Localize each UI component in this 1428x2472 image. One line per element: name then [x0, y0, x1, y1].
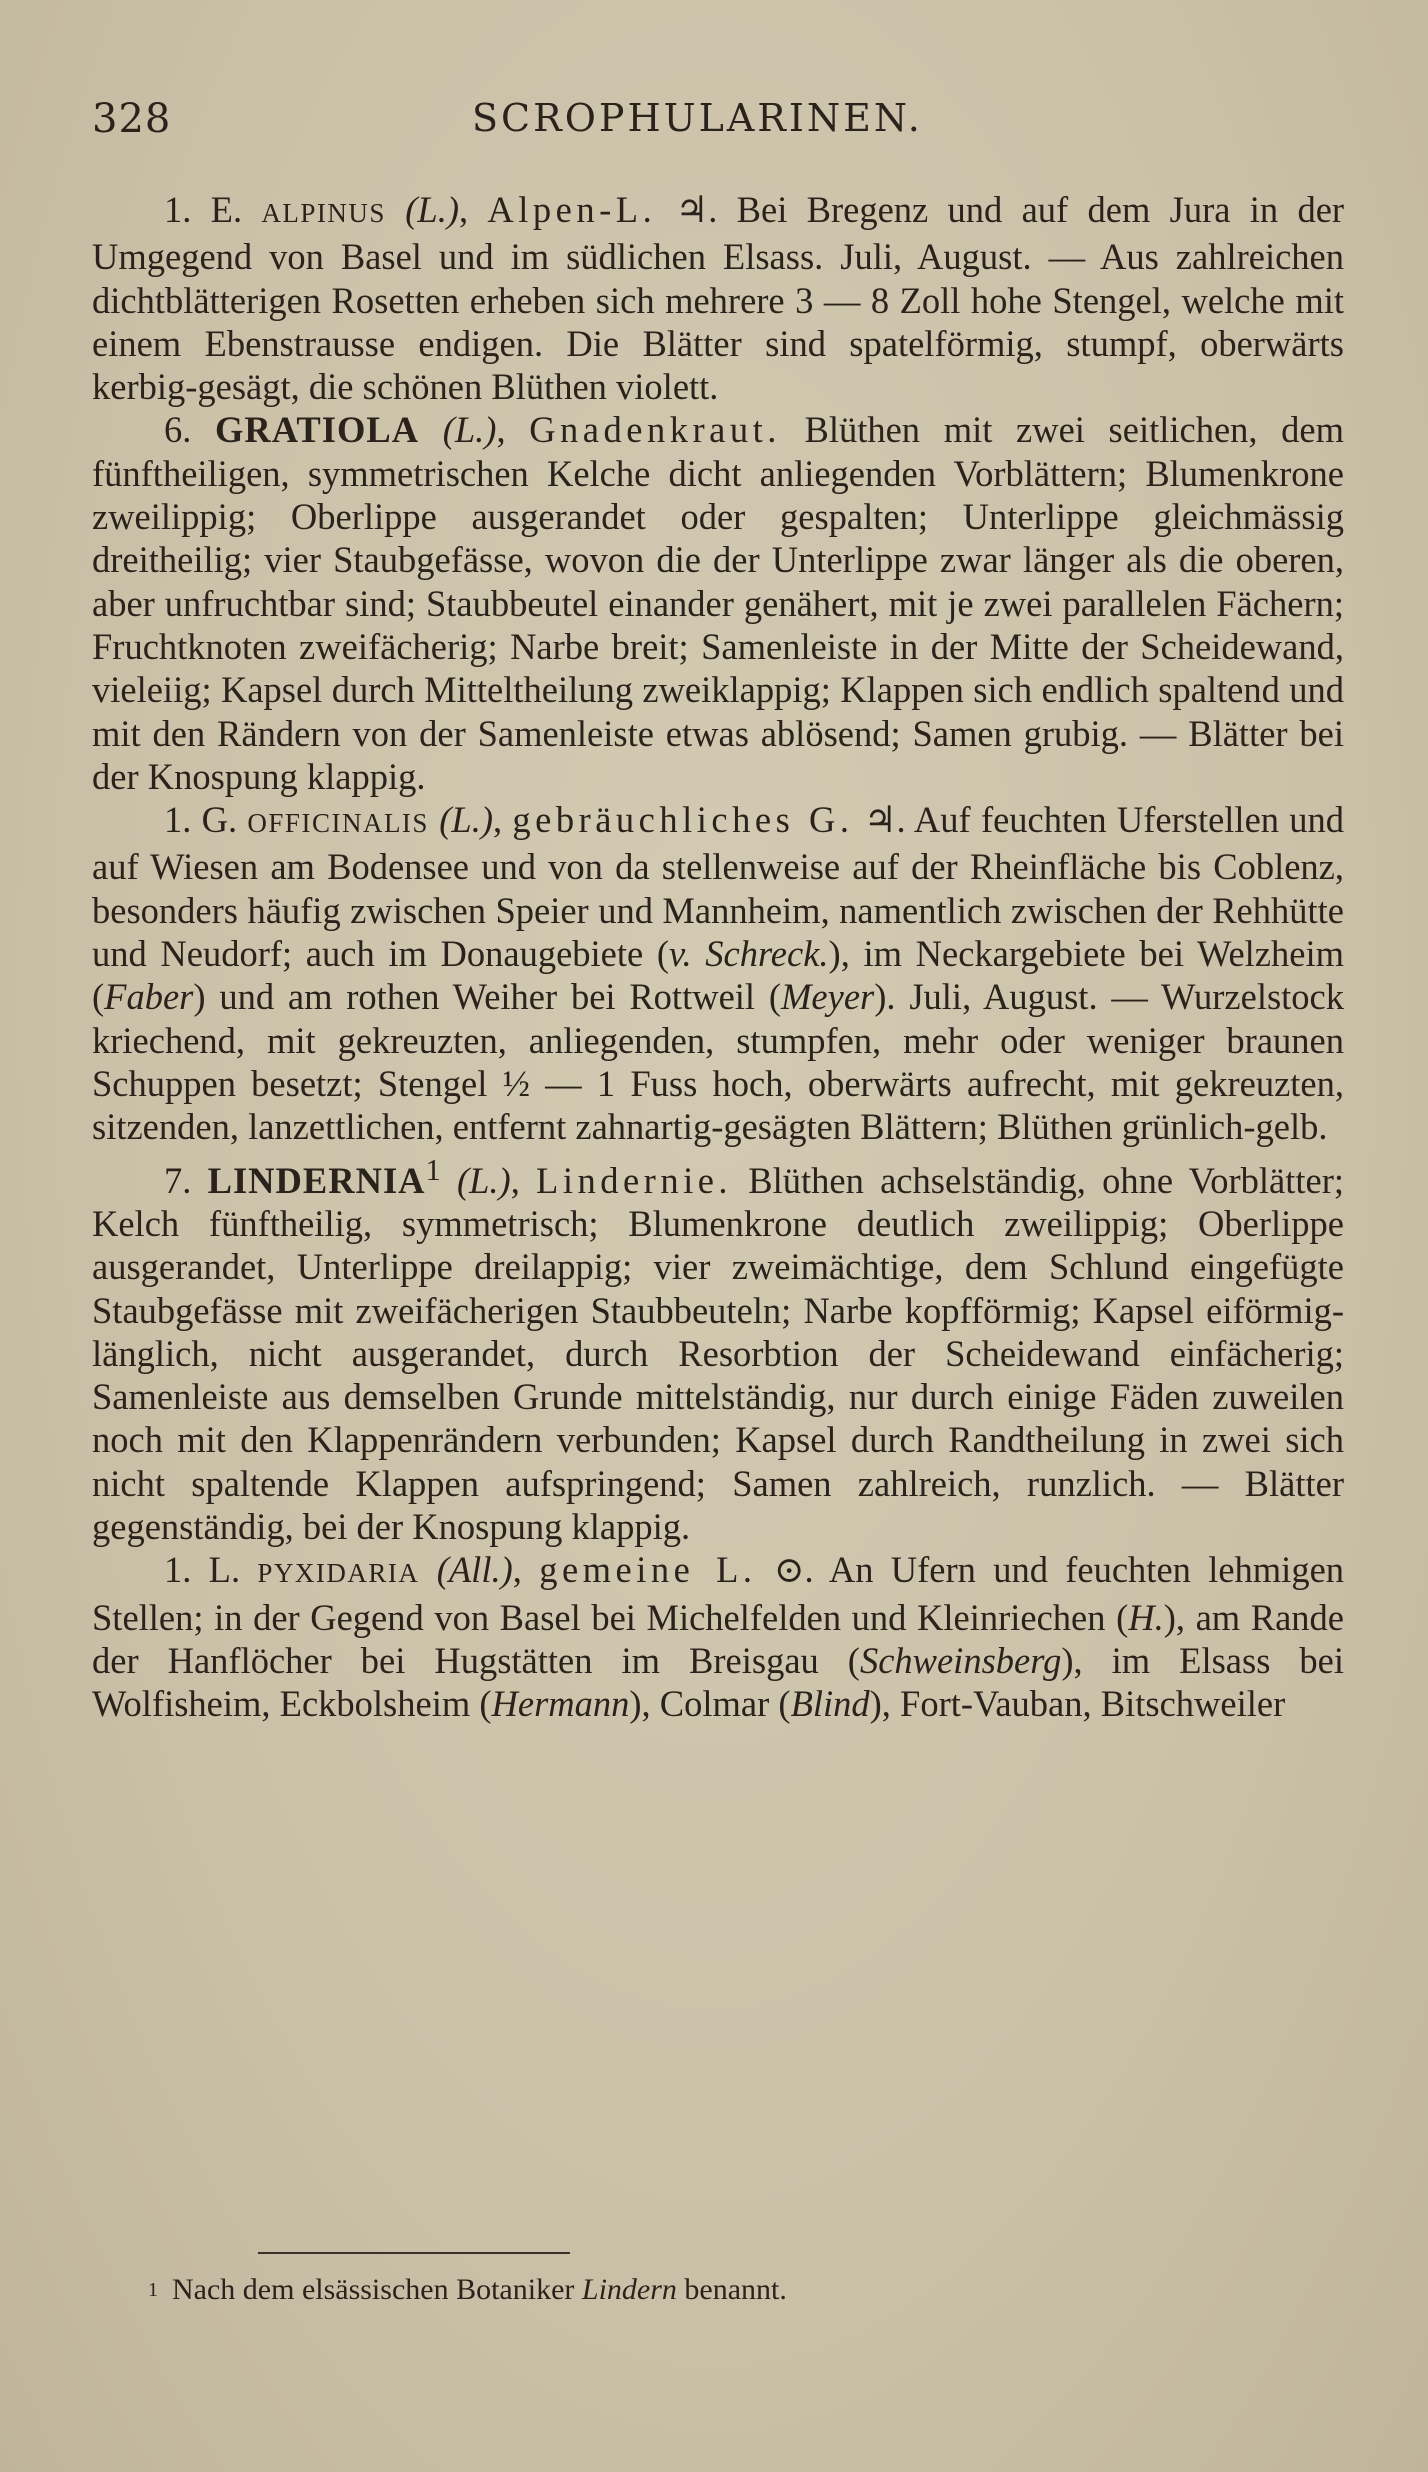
citation: Blind [790, 1683, 870, 1725]
common-name: gebräuchliches G. [512, 799, 854, 841]
entry-text: ⊙. An Ufern und feuchten lehmigen Stellen; in der Gegend von Basel bei Michelfelden und Kleinriechen ( [92, 1549, 1345, 1638]
author-citation: (L.) [456, 1159, 511, 1201]
page-number: 328 [92, 96, 172, 142]
citation: Schweinsberg [859, 1639, 1062, 1681]
author-citation: (L.) [405, 189, 459, 230]
running-head: SCROPHULARINEN. [472, 96, 923, 140]
footnote-mark: 1 [148, 2279, 158, 2301]
entry-number: 1. E. [164, 189, 243, 230]
footnote-text: Nach dem elsässischen Botaniker [172, 2273, 575, 2306]
genus-name: GRATIOLA [215, 409, 420, 451]
entry-text: ), im Neckargebiete bei Welzheim ( [92, 933, 1344, 1018]
body-text [92, 188, 1344, 1726]
footnote-text-end: benannt. [684, 2273, 787, 2306]
genus-entry-gratiola: 6. GRATIOLA (L.), Gnadenkraut. Blüthen mit zwei seitlichen, dem fünftheiligen, symmetrischen Kelche dicht anliegenden Vorblättern; Blumenkrone zweilippig; Oberlippe ausgerandet oder gespalten; Unterlippe gleichmässig dreitheilig; vier Staubgefässe, wovon die der Unterlippe zwar länger als die oberen, aber unfruchtbar sind; Staubbeutel einander genähert, mit je zwei parallelen Fächern; Fruchtknoten zweifächerig; Narbe breit; Samenleiste in der Mitte der Scheidewand, vieleiig; Kapsel durch Mitteltheilung zweiklappig; Klappen sich endlich spaltend und mit den Rändern von der Samenleiste etwas ablösend; Samen grubig. — Blätter bei der Knospung klappig. [92, 409, 1345, 797]
species-name: PYXIDARIA [257, 1558, 420, 1589]
entry-text: ). Juli, August. — Wurzelstock kriechend, mit gekreuzten, anliegenden, stumpfen, mehr oder weniger braunen Schuppen besetzt; Stengel ½ — 1 Fuss hoch, oberwärts aufrecht, mit gekreuzten, sitzenden, lanzettlichen, entfernt zahnartig-gesägten Blättern; Blüthen grünlich-gelb. [92, 976, 1344, 1148]
common-name: Lindernie. [536, 1159, 733, 1201]
entry-number: 1. L. [164, 1549, 241, 1591]
citation: Meyer [781, 976, 875, 1018]
citation: H. [1128, 1596, 1164, 1638]
species-entry-alpinus: 1. E. ALPINUS (L.), Alpen-L. ♃. Bei Bregenz und auf dem Jura in der Umgegend von Basel und im südlichen Elsass. Juli, August. — Aus zahlreichen dichtblätterigen Rosetten erheben sich mehrere 3 — 8 Zoll hohe Stengel, welche mit einem Ebenstrausse endigen. Die Blätter sind spatelförmig, stumpf, oberwärts kerbig-gesägt, die schönen Blüthen violett. [92, 189, 1345, 408]
entry-text: ) und am rothen Weiher bei Rottweil ( [193, 976, 782, 1018]
entry-text: ), Fort-Vauban, Bitschweiler [869, 1683, 1286, 1725]
common-name: Gnadenkraut. [529, 409, 781, 451]
entry-text: ), am Rande der Hanflöcher bei Hugstätten im Breisgau ( [92, 1596, 1344, 1681]
page-header [92, 96, 1342, 146]
entry-text: ), im Elsass bei Wolfisheim, Eckbolsheim ( [92, 1639, 1344, 1725]
species-entry-pyxidaria: 1. L. PYXIDARIA (All.), gemeine L. ⊙. An Ufern und feuchten lehmigen Stellen; in der Gegend von Basel bei Michelfelden und Kleinriechen (H.), am Rande der Hanflöcher bei Hugstätten im Breisgau (Schweinsberg), im Elsass bei Wolfisheim, Eckbolsheim (Hermann), Colmar (Blind), Fort-Vauban, Bitschweiler [92, 1549, 1345, 1725]
entry-text: Blüthen achselständig, ohne Vorblätter; Kelch fünftheilig, symmetrisch; Blumenkrone deutlich zweilippig; Oberlippe ausgerandet, Unterlippe dreilappig; vier zweimächtige, dem Schlund eingefügte Staubgefässe mit zweifächerigen Staubbeuteln; Narbe kopfförmig; Kapsel eiförmig-länglich, nicht ausgerandet, durch Resorbtion der Scheidewand einfächerig; Samenleiste aus demselben Grunde mittelständig, nur durch einige Fäden zuweilen noch mit den Klappenrändern verbunden; Kapsel durch Randtheilung in zwei sich nicht spaltende Klappen aufspringend; Samen zahlreich, runzlich. — Blätter gegenständig, bei der Knospung klappig. [92, 1159, 1345, 1548]
common-name: Alpen-L. [487, 189, 657, 230]
citation: Hermann [491, 1683, 630, 1725]
entry-text: ♃. Auf feuchten Uferstellen und auf Wiesen am Bodensee und von da stellenweise auf der Rheinfläche bis Coblenz, besonders häufig zwischen Speier und Mannheim, namentlich zwischen der Rehhütte und Neudorf; auch im Donaugebiete ( [92, 799, 1345, 975]
footnote-reference: 1 [425, 1152, 441, 1187]
genus-name: LINDERNIA [207, 1159, 426, 1201]
author-citation: (L.) [442, 409, 497, 451]
author-citation: (All.) [436, 1549, 513, 1591]
footnote [148, 2272, 1298, 2308]
species-name: ALPINUS [261, 198, 386, 228]
species-entry-officinalis: 1. G. OFFICINALIS (L.), gebräuchliches G. ♃. Auf feuchten Uferstellen und auf Wiesen am Bodensee und von da stellenweise auf der Rheinfläche bis Coblenz, besonders häufig zwischen Speier und Mannheim, namentlich zwischen der Rehhütte und Neudorf; auch im Donaugebiete (v. Schreck.), im Neckargebiete bei Welzheim (Faber) und am rothen Weiher bei Rottweil (Meyer). Juli, August. — Wurzelstock kriechend, mit gekreuzten, anliegenden, stumpfen, mehr oder weniger braunen Schuppen besetzt; Stengel ½ — 1 Fuss hoch, oberwärts aufrecht, mit gekreuzten, sitzenden, lanzettlichen, entfernt zahnartig-gesägten Blättern; Blüthen grünlich-gelb. [92, 799, 1345, 1148]
citation: v. Schreck. [669, 933, 829, 975]
footnote-name: Lindern [581, 2273, 677, 2306]
common-name: gemeine L. [539, 1549, 757, 1591]
entry-text: ), Colmar ( [629, 1683, 791, 1725]
entry-number: 7. [164, 1159, 192, 1201]
author-citation: (L.) [439, 799, 493, 841]
citation: Faber [104, 976, 194, 1018]
entry-text: ♃. Bei Bregenz und auf dem Jura in der Umgegend von Basel und im südlichen Elsass. Juli, August. — Aus zahlreichen dichtblätterigen Rosetten erheben sich mehrere 3 — 8 Zoll hohe Stengel, welche mit einem Ebenstrausse endigen. Die Blätter sind spatelförmig, stumpf, oberwärts kerbig-gesägt, die schönen Blüthen violett. [92, 189, 1345, 408]
entry-text: Blüthen mit zwei seitlichen, dem fünftheiligen, symmetrischen Kelche dicht anliegenden Vorblättern; Blumenkrone zweilippig; Oberlippe ausgerandet oder gespalten; Unterlippe gleichmässig dreitheilig; vier Staubgefässe, wovon die der Unterlippe zwar länger als die oberen, aber unfruchtbar sind; Staubbeutel einander genähert, mit je zwei parallelen Fächern; Fruchtknoten zweifächerig; Narbe breit; Samenleiste in der Mitte der Scheidewand, vieleiig; Kapsel durch Mitteltheilung zweiklappig; Klappen sich endlich spaltend und mit den Rändern von der Samenleiste etwas ablösend; Samen grubig. — Blätter bei der Knospung klappig. [92, 409, 1345, 797]
footnote-rule [258, 2252, 570, 2254]
entry-number: 6. [164, 409, 192, 451]
genus-entry-lindernia: 7. LINDERNIA$^1$ (L.), Lindernie. Blüthen achselständig, ohne Vorblätter; Kelch fünftheilig, symmetrisch; Blumenkrone deutlich zweilippig; Oberlippe ausgerandet, Unterlippe dreilappig; vier zweimächtige, dem Schlund eingefügte Staubgefässe mit zweifächerigen Staubbeuteln; Narbe kopfförmig; Kapsel eiförmig-länglich, nicht ausgerandet, durch Resorbtion der Scheidewand einfächerig; Samenleiste aus demselben Grunde mittelständig, nur durch einige Fäden zuweilen noch mit den Klappenrändern verbunden; Kapsel durch Randtheilung in zwei sich nicht spaltende Klappen aufspringend; Samen zahlreich, runzlich. — Blätter gegenständig, bei der Knospung klappig. [92, 1152, 1345, 1548]
species-name: OFFICINALIS [247, 808, 429, 839]
entry-number: 1. G. [164, 799, 238, 841]
